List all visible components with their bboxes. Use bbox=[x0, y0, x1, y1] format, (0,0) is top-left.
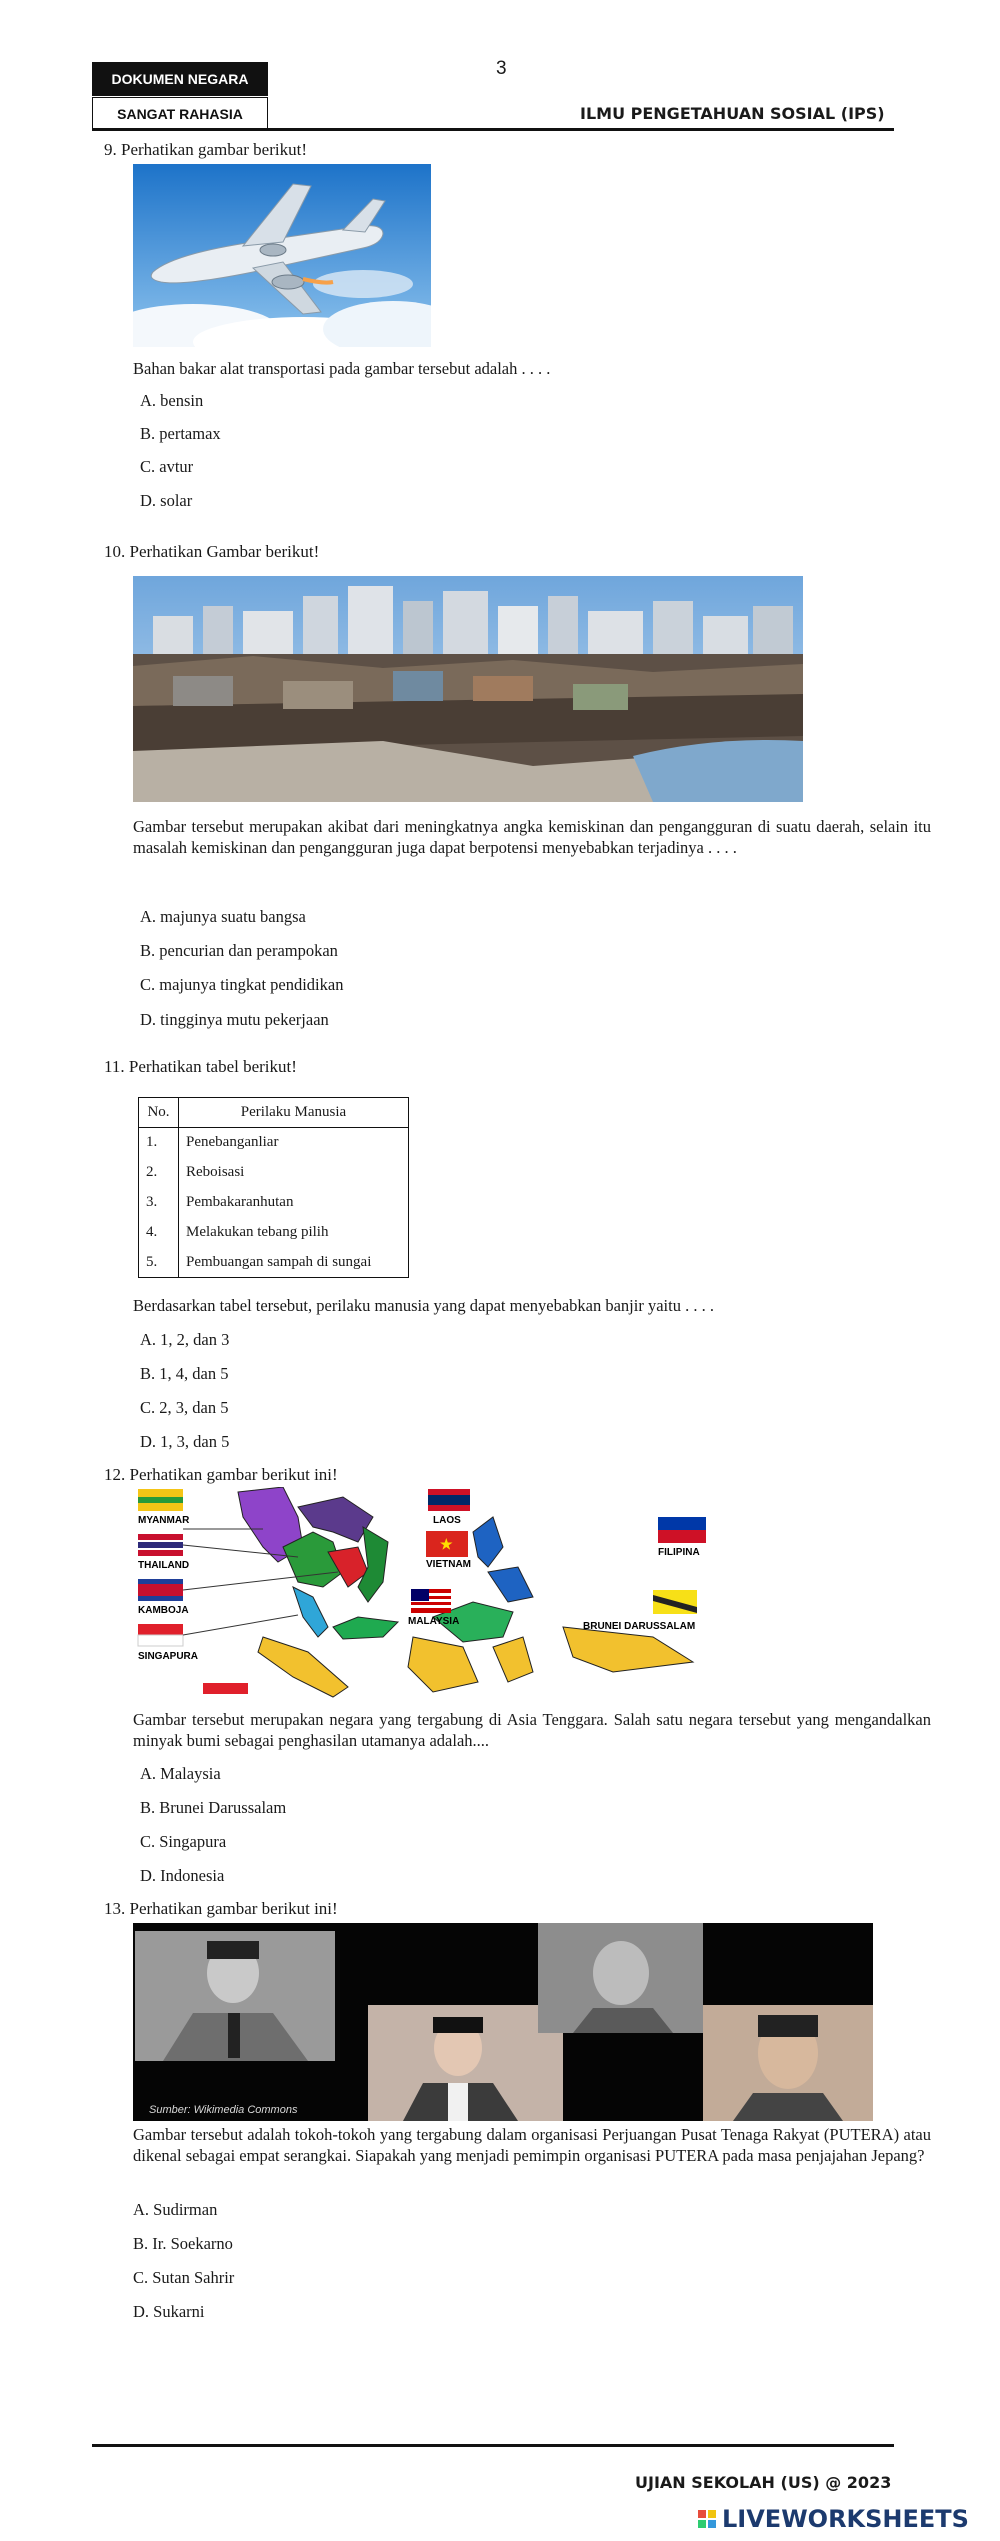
question-10-text: Gambar tersebut merupakan akibat dari meningkatnya angka kemiskinan dan pengangguran di suatu daerah, selain itu masalah kemiskinan dan pengangguran juga dapat berpotensi menyebabkan terjadinya . . . . bbox=[133, 817, 931, 857]
question-10-title: 10. Perhatikan Gambar berikut! bbox=[104, 542, 320, 561]
q10-option-d[interactable]: D. tingginya mutu pekerjaan bbox=[140, 1010, 329, 1029]
page-number: 3 bbox=[496, 58, 507, 79]
secrecy-label: SANGAT RAHASIA bbox=[92, 97, 268, 131]
question-9-text: Bahan bakar alat transportasi pada gambar tersebut adalah . . . . bbox=[133, 359, 551, 378]
table-cell-behavior: Pembuangan sampah di sungai bbox=[179, 1248, 409, 1278]
document-classification-label: DOKUMEN NEGARA bbox=[92, 62, 268, 96]
q9-option-a[interactable]: A. bensin bbox=[140, 391, 204, 410]
question-11-text: Berdasarkan tabel tersebut, perilaku manusia yang dapat menyebabkan banjir yaitu . . . . bbox=[133, 1296, 714, 1315]
question-12-title: 12. Perhatikan gambar berikut ini! bbox=[104, 1465, 338, 1484]
airplane-image bbox=[133, 164, 431, 347]
svg-text:SINGAPURA: SINGAPURA bbox=[138, 1651, 199, 1662]
table-row bbox=[139, 1128, 409, 1158]
question-13-title: 13. Perhatikan gambar berikut ini! bbox=[104, 1899, 338, 1918]
q11-option-a[interactable]: A. 1, 2, dan 3 bbox=[140, 1330, 230, 1349]
svg-text:KAMBOJA: KAMBOJA bbox=[138, 1605, 189, 1616]
svg-text:BRUNEI DARUSSALAM: BRUNEI DARUSSALAM bbox=[583, 1621, 696, 1632]
svg-text:★: ★ bbox=[440, 1536, 453, 1552]
q13-option-b[interactable]: B. Ir. Soekarno bbox=[133, 2234, 233, 2253]
q13-option-a[interactable]: A. Sudirman bbox=[133, 2200, 218, 2219]
q11-option-d[interactable]: D. 1, 3, dan 5 bbox=[140, 1432, 230, 1451]
q12-option-c[interactable]: C. Singapura bbox=[140, 1832, 227, 1851]
slum-city-image bbox=[133, 576, 803, 802]
question-9-title: 9. Perhatikan gambar berikut! bbox=[104, 140, 307, 159]
q12-option-a[interactable]: A. Malaysia bbox=[140, 1764, 221, 1783]
svg-text:MALAYSIA: MALAYSIA bbox=[408, 1616, 460, 1627]
svg-text:VIETNAM: VIETNAM bbox=[426, 1559, 471, 1570]
table-row bbox=[139, 1248, 409, 1278]
table-row bbox=[139, 1188, 409, 1218]
photo-caption: Sumber: Wikimedia Commons bbox=[149, 2104, 298, 2116]
q10-option-a[interactable]: A. majunya suatu bangsa bbox=[140, 907, 306, 926]
footer-exam-label: UJIAN SEKOLAH (US) @ 2023 bbox=[635, 2473, 892, 2492]
liveworksheets-logo-icon bbox=[698, 2510, 716, 2528]
q9-option-d[interactable]: D. solar bbox=[140, 491, 193, 510]
q11-option-b[interactable]: B. 1, 4, dan 5 bbox=[140, 1364, 229, 1383]
table-header-behavior: Perilaku Manusia bbox=[179, 1098, 409, 1128]
svg-text:LAOS: LAOS bbox=[433, 1515, 461, 1526]
table-cell-no: 4. bbox=[139, 1218, 179, 1248]
svg-text:MYANMAR: MYANMAR bbox=[138, 1515, 190, 1526]
subject-title: ILMU PENGETAHUAN SOSIAL (IPS) bbox=[580, 104, 885, 123]
question-12-text: Gambar tersebut merupakan negara yang tergabung di Asia Tenggara. Salah satu negara tersebut yang mengandalkan minyak bumi sebagai penghasilan utamanya adalah.... bbox=[133, 1710, 931, 1750]
table-cell-no: 1. bbox=[139, 1128, 179, 1158]
q9-option-c[interactable]: C. avtur bbox=[140, 457, 194, 476]
question-13-text: Gambar tersebut adalah tokoh-tokoh yang tergabung dalam organisasi Perjuangan Pusat Tenaga Rakyat (PUTERA) atau dikenal sebagai empat serangkai. Siapakah yang menjadi pemimpin organisasi PUTERA pada masa penjajahan Jepang? bbox=[133, 2125, 931, 2165]
q11-option-c[interactable]: C. 2, 3, dan 5 bbox=[140, 1398, 229, 1417]
southeast-asia-map bbox=[133, 1487, 788, 1705]
behavior-table bbox=[138, 1097, 409, 1278]
svg-text:THAILAND: THAILAND bbox=[138, 1560, 190, 1571]
table-cell-behavior: Melakukan tebang pilih bbox=[179, 1218, 409, 1248]
q13-option-d[interactable]: D. Sukarni bbox=[133, 2302, 205, 2321]
table-row bbox=[139, 1158, 409, 1188]
q12-option-d[interactable]: D. Indonesia bbox=[140, 1866, 225, 1885]
header-divider bbox=[92, 128, 894, 131]
table-cell-behavior: Pembakaranhutan bbox=[179, 1188, 409, 1218]
liveworksheets-logo-text: LIVEWORKSHEETS bbox=[722, 2505, 969, 2533]
table-row bbox=[139, 1218, 409, 1248]
table-cell-no: 3. bbox=[139, 1188, 179, 1218]
q12-option-b[interactable]: B. Brunei Darussalam bbox=[140, 1798, 287, 1817]
q9-option-b[interactable]: B. pertamax bbox=[140, 424, 221, 443]
table-cell-behavior: Reboisasi bbox=[179, 1158, 409, 1188]
svg-text:FILIPINA: FILIPINA bbox=[658, 1547, 700, 1558]
footer-divider bbox=[92, 2444, 894, 2447]
q13-option-c[interactable]: C. Sutan Sahrir bbox=[133, 2268, 235, 2287]
question-11-title: 11. Perhatikan tabel berikut! bbox=[104, 1057, 297, 1076]
table-cell-no: 5. bbox=[139, 1248, 179, 1278]
four-leaders-photo bbox=[133, 1923, 873, 2121]
table-cell-no: 2. bbox=[139, 1158, 179, 1188]
table-header-no: No. bbox=[139, 1098, 179, 1128]
q10-option-b[interactable]: B. pencurian dan perampokan bbox=[140, 941, 338, 960]
table-cell-behavior: Penebanganliar bbox=[179, 1128, 409, 1158]
liveworksheets-logo[interactable] bbox=[698, 2505, 969, 2533]
q10-option-c[interactable]: C. majunya tingkat pendidikan bbox=[140, 975, 344, 994]
